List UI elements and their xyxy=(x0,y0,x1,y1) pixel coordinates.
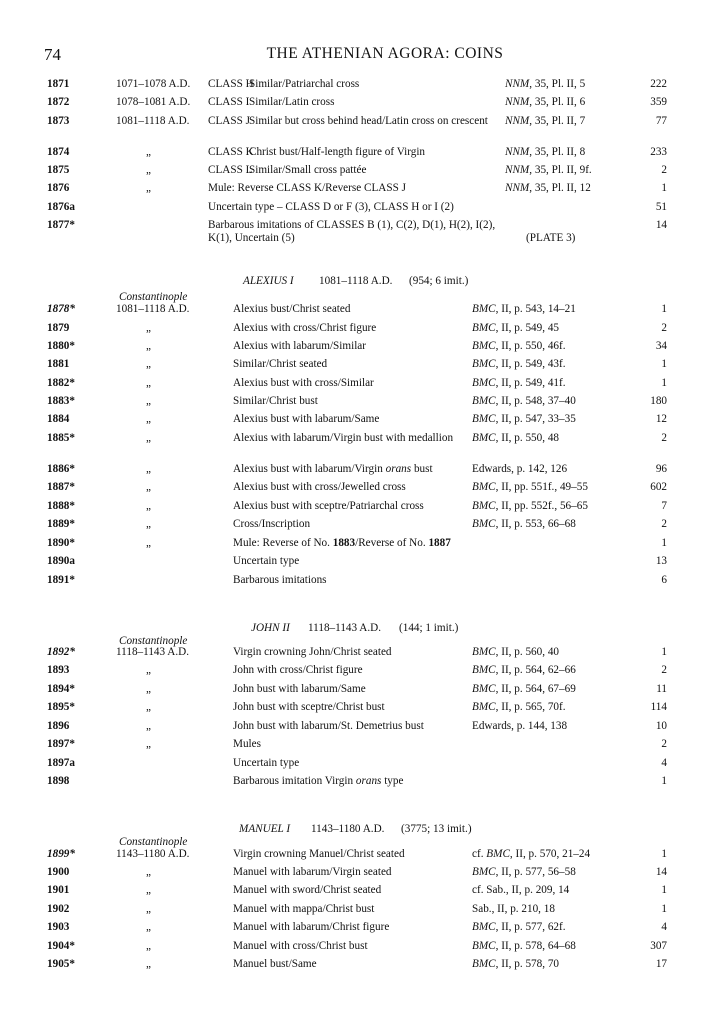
description: Uncertain type xyxy=(233,757,300,769)
description: Alexius with labarum/Similar xyxy=(233,340,366,352)
running-title: THE ATHENIAN AGORA: COINS xyxy=(266,45,504,62)
description: John with cross/Christ figure xyxy=(233,664,363,676)
ruler-name: JOHN II xyxy=(251,622,290,634)
description: Barbarous imitations of CLASSES B (1), C(2), D(1), H(2), I(2), K(1), Uncertain (5) xyxy=(208,219,496,244)
quantity: 4 xyxy=(661,921,667,933)
reference: BMC, II, p. 550, 46f. xyxy=(472,340,566,352)
catalogue-number: 1893 xyxy=(47,664,70,676)
quantity: 77 xyxy=(655,115,667,127)
quantity: 359 xyxy=(650,96,667,108)
quantity: 2 xyxy=(661,322,667,334)
description: John bust with sceptre/Christ bust xyxy=(233,701,385,713)
description: Manuel with labarum/Christ figure xyxy=(233,921,390,933)
catalogue-number: 1874 xyxy=(47,146,70,158)
reference: BMC, II, p. 549, 43f. xyxy=(472,358,566,370)
ruler-years: 1118–1143 A.D. xyxy=(308,622,382,634)
quantity: 180 xyxy=(650,395,667,407)
reference: BMC, II, p. 548, 37–40 xyxy=(472,395,576,407)
reference: BMC, II, p. 564, 67–69 xyxy=(472,683,576,695)
date: „ xyxy=(146,146,151,158)
quantity: 12 xyxy=(655,413,667,425)
description: Similar/Christ bust xyxy=(233,395,318,407)
reference: BMC, II, p. 549, 41f. xyxy=(472,377,566,389)
date: 1081–1118 A.D. xyxy=(116,303,190,315)
description: Uncertain type xyxy=(233,555,300,567)
description: Alexius bust with labarum/Same xyxy=(233,413,380,425)
description: Alexius bust with sceptre/Patriarchal cross xyxy=(233,500,424,512)
reference: NNM, 35, Pl. II, 12 xyxy=(505,182,591,194)
description: Manuel with cross/Christ bust xyxy=(233,940,368,952)
reference: BMC, II, p. 578, 64–68 xyxy=(472,940,576,952)
quantity: 1 xyxy=(661,848,667,860)
date: „ xyxy=(146,518,151,530)
catalogue-number: 1873 xyxy=(47,115,70,127)
reference: BMC, II, p. 550, 48 xyxy=(472,432,560,444)
quantity: 14 xyxy=(655,866,667,878)
catalogue-number: 1890* xyxy=(47,537,75,549)
quantity: 51 xyxy=(655,201,667,213)
date: „ xyxy=(146,413,151,425)
description: Similar/Latin cross xyxy=(249,96,335,108)
description: John bust with labarum/St. Demetrius bust xyxy=(233,720,424,732)
description: Manuel with mappa/Christ bust xyxy=(233,903,375,915)
date: 1071–1078 A.D. xyxy=(116,78,191,90)
description: Alexius with cross/Christ figure xyxy=(233,322,377,334)
description: Alexius bust with cross/Similar xyxy=(233,377,374,389)
reference: BMC, II, p. 549, 45 xyxy=(472,322,560,334)
catalogue-number: 1905* xyxy=(47,958,75,970)
catalogue-number: 1871 xyxy=(47,78,70,90)
description: Manuel bust/Same xyxy=(233,958,317,970)
description: Barbarous imitations xyxy=(233,574,327,586)
quantity: 602 xyxy=(650,481,667,493)
catalogue-number: 1895* xyxy=(47,701,75,713)
class-label: CLASS H xyxy=(208,78,254,90)
reference: Edwards, p. 144, 138 xyxy=(472,720,568,732)
date: „ xyxy=(146,958,151,970)
description: Alexius bust with cross/Jewelled cross xyxy=(233,481,406,493)
quantity: 222 xyxy=(650,78,667,90)
date: „ xyxy=(146,182,151,194)
catalogue-number: 1887* xyxy=(47,481,75,493)
quantity: 13 xyxy=(655,555,667,567)
date: „ xyxy=(146,377,151,389)
class-label: CLASS J xyxy=(208,115,250,127)
reference: BMC, II, p. 560, 40 xyxy=(472,646,560,658)
reference: NNM, 35, Pl. II, 5 xyxy=(505,78,586,90)
date: „ xyxy=(146,921,151,933)
date: „ xyxy=(146,940,151,952)
date: „ xyxy=(146,358,151,370)
ruler-years: 1081–1118 A.D. xyxy=(319,275,393,287)
reference: BMC, II, p. 553, 66–68 xyxy=(472,518,576,530)
quantity: 11 xyxy=(656,683,667,695)
catalogue-number: 1904* xyxy=(47,940,75,952)
quantity: 6 xyxy=(661,574,667,586)
ruler-count: (954; 6 imit.) xyxy=(409,275,469,287)
catalogue-number: 1872 xyxy=(47,96,70,108)
date: 1081–1118 A.D. xyxy=(116,115,190,127)
date: „ xyxy=(146,884,151,896)
mint-label: Constantinople xyxy=(119,291,188,303)
quantity: 233 xyxy=(650,146,667,158)
catalogue-number: 1901 xyxy=(47,884,70,896)
page-number: 74 xyxy=(44,45,61,64)
date: 1078–1081 A.D. xyxy=(116,96,191,108)
description: Cross/Inscription xyxy=(233,518,311,530)
description: Mules xyxy=(233,738,261,750)
date: „ xyxy=(146,500,151,512)
catalogue-number: 1883* xyxy=(47,395,75,407)
quantity: 4 xyxy=(661,757,667,769)
date: „ xyxy=(146,866,151,878)
catalogue-number: 1903 xyxy=(47,921,70,933)
date: „ xyxy=(146,340,151,352)
catalogue-number: 1881 xyxy=(47,358,70,370)
class-label: CLASS L xyxy=(208,164,253,176)
quantity: 1 xyxy=(661,377,667,389)
catalogue-number: 1875 xyxy=(47,164,70,176)
description: Similar/Christ seated xyxy=(233,358,328,370)
catalogue-number: 1878* xyxy=(47,303,75,315)
quantity: 14 xyxy=(655,219,667,231)
quantity: 114 xyxy=(650,701,667,713)
quantity: 1 xyxy=(661,303,667,315)
catalogue-number: 1882* xyxy=(47,377,75,389)
catalogue-number: 1888* xyxy=(47,500,75,512)
quantity: 7 xyxy=(661,500,667,512)
date: „ xyxy=(146,701,151,713)
quantity: 1 xyxy=(661,775,667,787)
reference: BMC, II, p. 577, 62f. xyxy=(472,921,566,933)
reference: Sab., II, p. 210, 18 xyxy=(472,903,555,915)
ruler-name: ALEXIUS I xyxy=(243,275,294,287)
description: Manuel with sword/Christ seated xyxy=(233,884,382,896)
quantity: 2 xyxy=(661,518,667,530)
date: „ xyxy=(146,720,151,732)
description: Mule: Reverse CLASS K/Reverse CLASS J xyxy=(208,182,406,194)
catalogue-number: 1889* xyxy=(47,518,75,530)
ruler-count: (3775; 13 imit.) xyxy=(401,823,472,835)
catalogue-number: 1877* xyxy=(47,219,75,231)
quantity: 1 xyxy=(661,903,667,915)
mint-label: Constantinople xyxy=(119,635,188,647)
description: Virgin crowning Manuel/Christ seated xyxy=(233,848,405,860)
quantity: 1 xyxy=(661,182,667,194)
quantity: 1 xyxy=(661,884,667,896)
description: Similar but cross behind head/Latin cross on crescent xyxy=(249,115,488,127)
description: Manuel with labarum/Virgin seated xyxy=(233,866,392,878)
description: Alexius with labarum/Virgin bust with medallion xyxy=(233,432,454,444)
quantity: 17 xyxy=(655,958,667,970)
date: „ xyxy=(146,481,151,493)
catalogue-number: 1900 xyxy=(47,866,70,878)
quantity: 10 xyxy=(655,720,667,732)
reference: BMC, II, p. 547, 33–35 xyxy=(472,413,576,425)
catalogue-number: 1876a xyxy=(47,201,75,213)
quantity: 1 xyxy=(661,537,667,549)
date: „ xyxy=(146,463,151,475)
quantity: 2 xyxy=(661,664,667,676)
description: Similar/Patriarchal cross xyxy=(249,78,360,90)
catalogue-number: 1898 xyxy=(47,775,70,787)
reference: BMC, II, p. 564, 62–66 xyxy=(472,664,576,676)
date: „ xyxy=(146,738,151,750)
reference: NNM, 35, Pl. II, 8 xyxy=(505,146,586,158)
catalogue-number: 1897a xyxy=(47,757,75,769)
ruler-name: MANUEL I xyxy=(239,823,291,835)
mint-label: Constantinople xyxy=(119,836,188,848)
class-label: CLASS I xyxy=(208,96,250,108)
reference: BMC, II, p. 577, 56–58 xyxy=(472,866,576,878)
description: Barbarous imitation Virgin orans type xyxy=(233,775,404,787)
catalogue-number: 1880* xyxy=(47,340,75,352)
reference: BMC, II, p. 565, 70f. xyxy=(472,701,566,713)
catalogue-number: 1902 xyxy=(47,903,70,915)
quantity: 307 xyxy=(650,940,667,952)
date: 1118–1143 A.D. xyxy=(116,646,190,658)
date: „ xyxy=(146,683,151,695)
catalogue-number: 1876 xyxy=(47,182,70,194)
date: „ xyxy=(146,432,151,444)
date: „ xyxy=(146,664,151,676)
catalogue-number: 1892* xyxy=(47,646,75,658)
ruler-years: 1143–1180 A.D. xyxy=(311,823,385,835)
date: „ xyxy=(146,903,151,915)
date: „ xyxy=(146,537,151,549)
reference: cf. Sab., II, p. 209, 14 xyxy=(472,884,570,896)
date: 1143–1180 A.D. xyxy=(116,848,190,860)
catalogue-number: 1897* xyxy=(47,738,75,750)
catalogue-number: 1890a xyxy=(47,555,75,567)
description: Uncertain type – CLASS D or F (3), CLASS H or I (2) xyxy=(208,201,454,213)
quantity: 34 xyxy=(655,340,667,352)
reference: cf. BMC, II, p. 570, 21–24 xyxy=(472,848,591,860)
description: Virgin crowning John/Christ seated xyxy=(233,646,392,658)
reference: NNM, 35, Pl. II, 9f. xyxy=(505,164,592,176)
reference: BMC, II, pp. 552f., 56–65 xyxy=(472,500,588,512)
reference: BMC, II, p. 578, 70 xyxy=(472,958,560,970)
reference: NNM, 35, Pl. II, 6 xyxy=(505,96,586,108)
description: Alexius bust/Christ seated xyxy=(233,303,351,315)
plate-reference: (PLATE 3) xyxy=(526,232,576,244)
description: Mule: Reverse of No. 1883/Reverse of No. 1887 xyxy=(233,537,451,549)
description: John bust with labarum/Same xyxy=(233,683,366,695)
description: Alexius bust with labarum/Virgin orans bust xyxy=(233,463,433,475)
quantity: 96 xyxy=(655,463,667,475)
description: Christ bust/Half-length figure of Virgin xyxy=(249,146,426,158)
catalogue-number: 1886* xyxy=(47,463,75,475)
reference: BMC, II, pp. 551f., 49–55 xyxy=(472,481,588,493)
catalogue-number: 1879 xyxy=(47,322,70,334)
catalogue-number: 1884 xyxy=(47,413,70,425)
quantity: 1 xyxy=(661,646,667,658)
catalogue-number: 1891* xyxy=(47,574,75,586)
catalogue-number: 1894* xyxy=(47,683,75,695)
quantity: 2 xyxy=(661,432,667,444)
reference: NNM, 35, Pl. II, 7 xyxy=(505,115,586,127)
ruler-count: (144; 1 imit.) xyxy=(399,622,459,634)
quantity: 2 xyxy=(661,738,667,750)
date: „ xyxy=(146,395,151,407)
catalogue-number: 1899* xyxy=(47,848,75,860)
quantity: 1 xyxy=(661,358,667,370)
date: „ xyxy=(146,322,151,334)
catalogue-number: 1885* xyxy=(47,432,75,444)
date: „ xyxy=(146,164,151,176)
description: Similar/Small cross pattée xyxy=(249,164,367,176)
catalogue-number: 1896 xyxy=(47,720,70,732)
class-label: CLASS K xyxy=(208,146,254,158)
quantity: 2 xyxy=(661,164,667,176)
reference: Edwards, p. 142, 126 xyxy=(472,463,568,475)
reference: BMC, II, p. 543, 14–21 xyxy=(472,303,576,315)
